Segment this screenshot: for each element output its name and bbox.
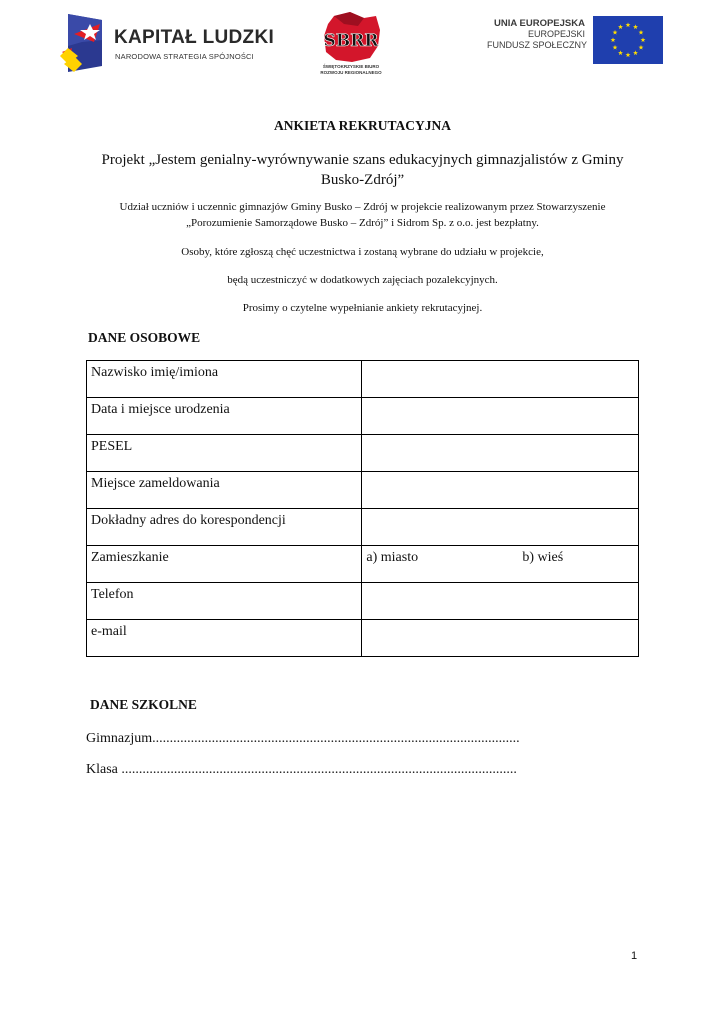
- table-row: [87, 472, 639, 509]
- row-label-pesel: PESEL: [87, 435, 362, 472]
- kapital-ludzki-title: KAPITAŁ LUDZKI: [114, 27, 275, 48]
- eu-line3: FUNDUSZ SPOŁECZNY: [487, 40, 588, 50]
- pesel-field[interactable]: [362, 435, 639, 472]
- school-data-heading: DANE SZKOLNE: [90, 697, 197, 712]
- kapital-ludzki-emblem-icon: [60, 12, 104, 74]
- sbrr-region-map-icon: [320, 12, 382, 64]
- eu-star-icon: [626, 22, 631, 27]
- row-label-residence: Zamieszkanie: [87, 546, 362, 583]
- info-line1: Osoby, które zgłoszą chęć uczestnictwa i zostaną wybrane do udziału w projekcie,: [181, 246, 544, 258]
- table-row: [87, 620, 639, 657]
- sbrr-wordmark: SBRR: [323, 31, 379, 51]
- eu-star-icon: [626, 52, 631, 57]
- sbrr-logo: [310, 12, 392, 80]
- info-line2: będą uczestniczyć w dodatkowych zajęciach pozalekcyjnych.: [227, 274, 498, 286]
- intro-line1: Udział uczniów i uczennic gimnazjów Gminy Busko – Zdrój w projekcie realizowanym przez Stowarzyszenie: [119, 201, 606, 213]
- table-row: [87, 361, 639, 398]
- eu-star-icon: [613, 30, 618, 35]
- registration-field[interactable]: [362, 472, 639, 509]
- intro-paragraph: [60, 199, 665, 231]
- eu-line1: UNIA EUROPEJSKA: [494, 18, 585, 29]
- table-row: [87, 583, 639, 620]
- eu-star-icon: [633, 24, 638, 29]
- kapital-ludzki-logo: [60, 12, 275, 76]
- eu-star-icon: [611, 37, 616, 42]
- eu-line2: EUROPEJSKI: [527, 29, 585, 39]
- eu-star-icon: [613, 45, 618, 50]
- row-label-registration: Miejsce zameldowania: [87, 472, 362, 509]
- eu-stars-icon: [593, 16, 663, 64]
- eu-text-block: [487, 18, 588, 51]
- sbrr-caption: [310, 64, 392, 75]
- residence-option-city[interactable]: a) miasto: [366, 550, 419, 565]
- eu-star-icon: [639, 45, 644, 50]
- kapital-ludzki-subtitle: NARODOWA STRATEGIA SPÓJNOŚCI: [115, 52, 254, 61]
- residence-option-village[interactable]: b) wieś: [522, 550, 564, 565]
- name-field[interactable]: [362, 361, 639, 398]
- eu-flag-icon: [593, 16, 663, 64]
- row-label-name: Nazwisko imię/imiona: [87, 361, 362, 398]
- table-row: [87, 398, 639, 435]
- eu-logo: [487, 14, 665, 66]
- project-name-line2: Busko-Zdrój”: [320, 172, 405, 188]
- project-name: [90, 150, 635, 190]
- page-number: 1: [631, 950, 638, 962]
- row-label-address: Dokładny adres do korespondencji: [87, 509, 362, 546]
- residence-options: [362, 546, 639, 583]
- table-row: [87, 435, 639, 472]
- row-label-email: e-mail: [87, 620, 362, 657]
- address-field[interactable]: [362, 509, 639, 546]
- phone-field[interactable]: [362, 583, 639, 620]
- fill-request: Prosimy o czytelne wypełnianie ankiety rekrutacyjnej.: [242, 302, 483, 314]
- eu-star-icon: [618, 24, 623, 29]
- sbrr-caption-line1: ŚWIĘTOKRZYSKIE BIURO: [322, 64, 380, 69]
- table-row: [87, 509, 639, 546]
- intro-line2: „Porozumienie Samorządowe Busko – Zdrój” i Sidrom Sp. z o.o. jest bezpłatny.: [186, 217, 539, 229]
- email-field[interactable]: [362, 620, 639, 657]
- project-name-line1: Projekt „Jestem genialny-wyrównywanie szans edukacyjnych gimnazjalistów z Gminy: [101, 152, 624, 168]
- sbrr-caption-line2: ROZWOJU REGIONALNEGO: [320, 69, 382, 75]
- personal-data-table: [86, 360, 639, 657]
- row-label-phone: Telefon: [87, 583, 362, 620]
- table-row: [87, 546, 639, 583]
- birth-field[interactable]: [362, 398, 639, 435]
- klasa-field[interactable]: Klasa .................................................................................................................: [86, 762, 517, 777]
- form-title: ANKIETA REKRUTACYJNA: [274, 118, 451, 133]
- eu-star-icon: [639, 30, 644, 35]
- personal-data-heading: DANE OSOBOWE: [88, 330, 201, 345]
- eu-star-icon: [633, 50, 638, 55]
- eu-star-icon: [641, 37, 646, 42]
- eu-star-icon: [618, 50, 623, 55]
- row-label-birth: Data i miejsce urodzenia: [87, 398, 362, 435]
- gimnazjum-field[interactable]: Gimnazjum.........................................................................................................: [86, 731, 520, 746]
